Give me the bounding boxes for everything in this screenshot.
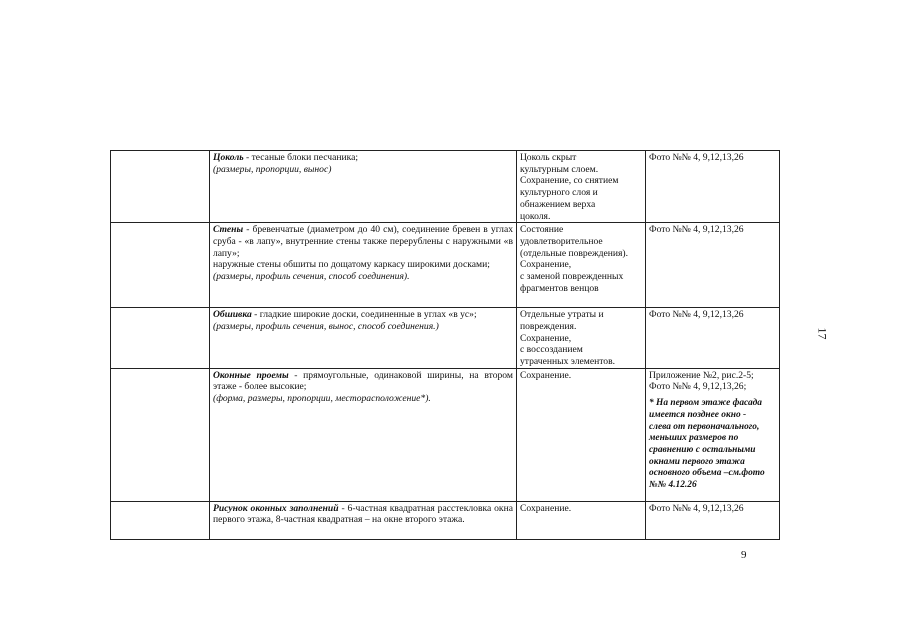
- element-description: - тесаные блоки песчаника;: [243, 152, 359, 163]
- element-description-cell: [210, 308, 517, 369]
- photos-cell: [646, 501, 780, 539]
- element-term: Стены: [213, 224, 244, 236]
- footnote-line: слева от первоначального,: [649, 421, 760, 432]
- table-row: [111, 368, 780, 501]
- side-page-number: 17: [815, 327, 830, 340]
- element-description: - бревенчатые (диаметром до 40 см), соединение бревен в углах сруба - «в лапу», внутренние стены также перерублены с наружными «в лапу»;: [213, 224, 513, 259]
- row-index-cell: [111, 368, 210, 501]
- state-line: утраченных элементов.: [520, 356, 616, 368]
- element-term: Цоколь: [213, 152, 244, 163]
- element-parameters: (размеры, профиль сечения, вынос, способ соединения.): [213, 320, 439, 332]
- table-row: [111, 308, 780, 369]
- table-row: [111, 223, 780, 308]
- state-line: цоколя.: [520, 210, 551, 222]
- element-parameters: (форма, размеры, пропорции, месторасположение*).: [213, 393, 431, 405]
- element-term: Рисунок оконных заполнений: [213, 502, 339, 514]
- state-cell: [517, 151, 646, 223]
- state-cell: [517, 501, 646, 539]
- footnote-line: меньших размеров по: [649, 433, 739, 444]
- photo-reference: Фото №№ 4, 9,12,13,26: [649, 152, 744, 163]
- element-description-cell: [210, 223, 517, 308]
- element-description: - 6-частная квадратная расстекловка окна первого этажа, 8-частная квадратная – на окне второго этажа.: [213, 502, 513, 526]
- state-line: удовлетворительное: [520, 235, 603, 247]
- element-description-cell: [210, 501, 517, 539]
- state-line: культурного слоя и: [520, 187, 598, 199]
- row-index-cell: [111, 223, 210, 308]
- footnote-line: окнами первого этажа: [649, 456, 745, 467]
- footnote-line: имеется позднее окно -: [649, 409, 747, 420]
- state-line: культурным слоем.: [520, 163, 599, 175]
- photo-reference: Приложение №2, рис.2-5;: [649, 369, 754, 381]
- footnote-line: №№ 4.12.26: [649, 480, 697, 491]
- state-line: Сохранение.: [520, 502, 572, 514]
- state-line: повреждения.: [520, 320, 577, 332]
- footnote-line: * На первом этаже фасада: [649, 398, 762, 409]
- state-cell: [517, 368, 646, 501]
- element-parameters: (размеры, пропорции, вынос): [213, 163, 332, 175]
- page-number: 9: [741, 549, 747, 561]
- requirements-table: [110, 150, 780, 540]
- state-cell: [517, 223, 646, 308]
- footnote-line: основного объема –см.фото: [649, 468, 765, 479]
- state-line: с воссозданием: [520, 344, 583, 356]
- state-line: Состояние: [520, 224, 564, 236]
- element-description-cell: [210, 368, 517, 501]
- state-line: с заменой поврежденных: [520, 271, 624, 283]
- element-description: - гладкие широкие доски, соединенные в углах «в ус»;: [251, 309, 477, 321]
- photo-reference: Фото №№ 4, 9,12,13,26: [649, 502, 744, 514]
- table-row: [111, 501, 780, 539]
- state-line: Сохранение,: [520, 259, 572, 271]
- state-line: фрагментов венцов: [520, 282, 599, 294]
- state-line: Сохранение, со снятием: [520, 175, 619, 187]
- state-line: Цоколь скрыт: [520, 152, 577, 163]
- element-parameters: (размеры, профиль сечения, способ соединения).: [213, 271, 410, 283]
- photo-reference: Фото №№ 4, 9,12,13,26: [649, 224, 744, 236]
- state-line: Отдельные утраты и: [520, 309, 604, 321]
- photos-cell: [646, 368, 780, 501]
- photos-cell: [646, 151, 780, 223]
- state-line: Сохранение.: [520, 369, 572, 381]
- row-index-cell: [111, 308, 210, 369]
- state-line: Сохранение,: [520, 332, 572, 344]
- state-line: (отдельные повреждения).: [520, 247, 629, 259]
- table-row: [111, 151, 780, 223]
- row-index-cell: [111, 151, 210, 223]
- photo-reference: Фото №№ 4, 9,12,13,26;: [649, 381, 747, 393]
- photos-cell: [646, 223, 780, 308]
- state-line: обнажением верха: [520, 198, 596, 210]
- element-term: Оконные проемы: [213, 369, 289, 381]
- photo-footnote: [649, 398, 776, 492]
- photos-cell: [646, 308, 780, 369]
- footnote-line: сравнению с остальными: [649, 444, 756, 455]
- photo-reference: Фото №№ 4, 9,12,13,26: [649, 309, 744, 321]
- element-term: Обшивка: [213, 309, 252, 321]
- state-cell: [517, 308, 646, 369]
- element-description-cell: [210, 151, 517, 223]
- element-description: - прямоугольные, одинаковой ширины, на втором этаже - более высокие;: [213, 369, 513, 393]
- element-description-extra: наружные стены обшиты по дощатому каркасу широкими досками;: [213, 259, 490, 271]
- row-index-cell: [111, 501, 210, 539]
